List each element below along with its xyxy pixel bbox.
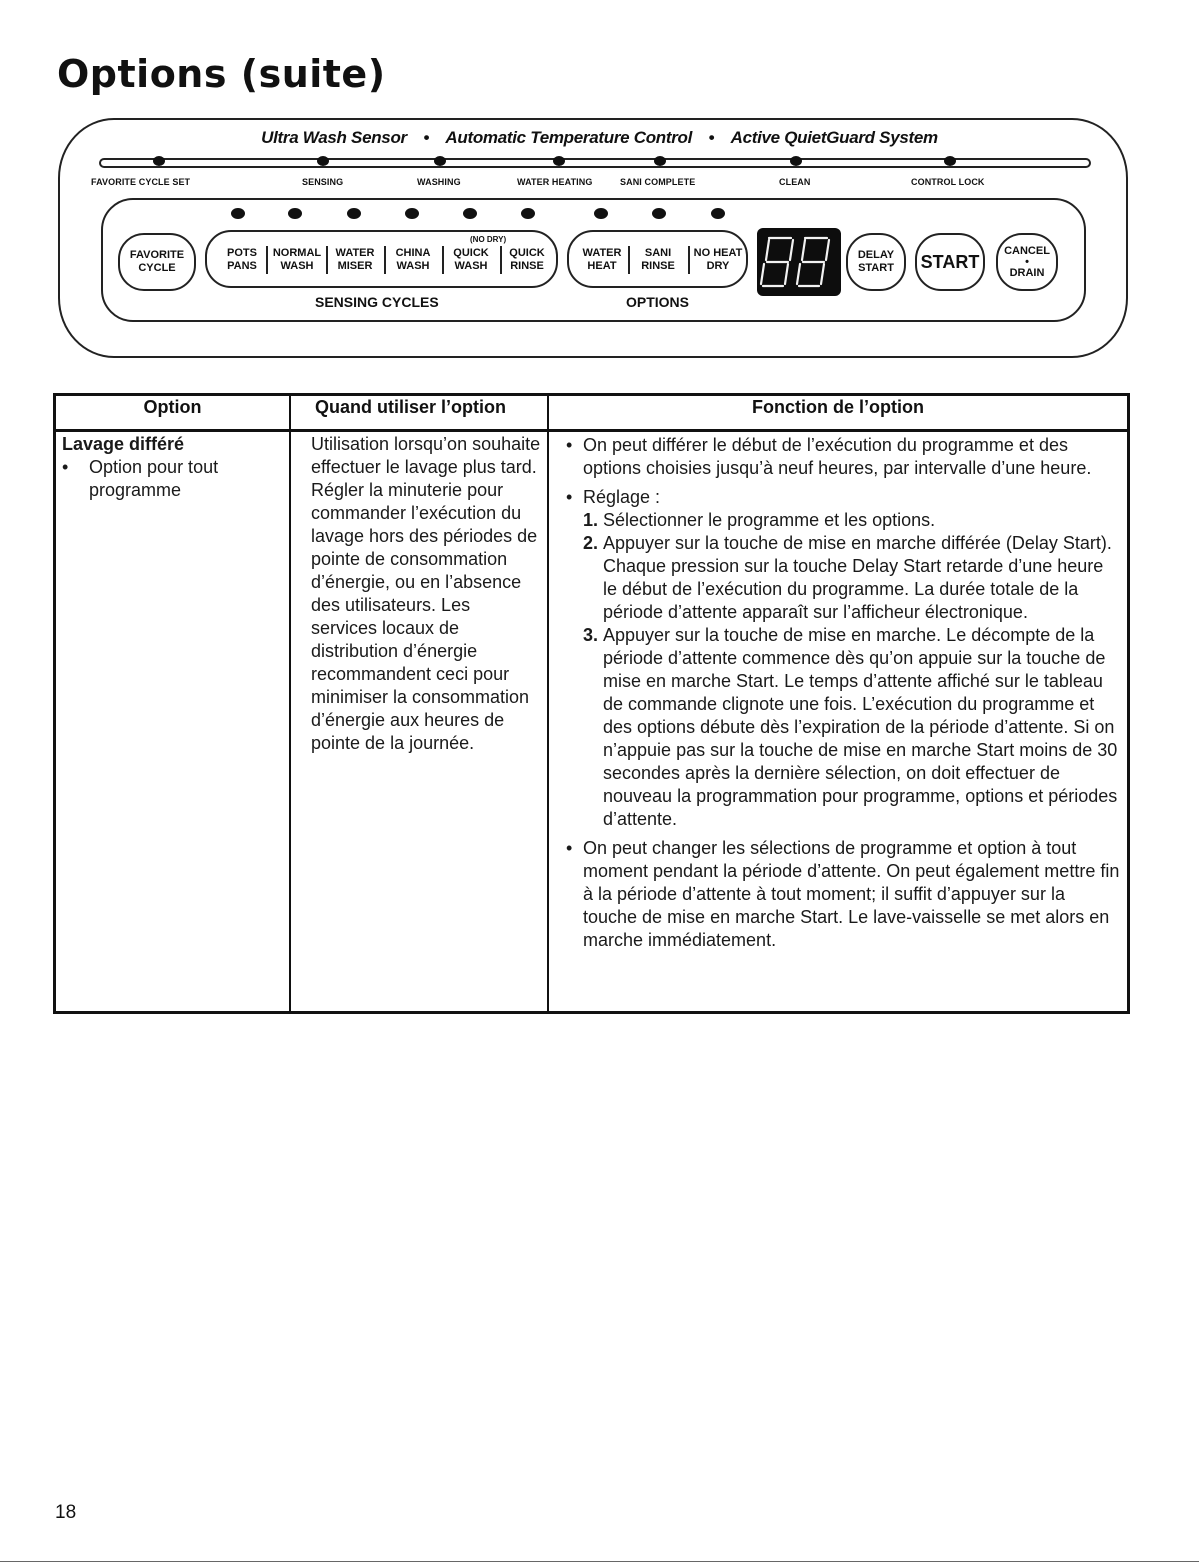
setup-step-1	[583, 509, 1122, 532]
tagline-temperature-control: Automatic Temperature Control	[445, 128, 693, 147]
function-setup	[566, 486, 1122, 509]
step-number: 3.	[583, 625, 599, 645]
setup-step-2	[583, 532, 1122, 624]
page-title: Options (suite)	[57, 52, 386, 96]
step-text: Appuyer sur la touche de mise en marche. Le décompte de la période d’attente commence dès qu’on appuie sur la touche de mise en marche Start. Le temps d’attente affiché sur le tableau de commande clignote une fois. L’exécution du programme et des options débute dès l’expiration de la période d’attente. Si on n’appuie pas sur la touche de mise en marche Start moins de 30 secondes après la dernière sélection, on doit effectuer de nouveau la programmation pour programme, options et périodes d’attente.	[603, 625, 1118, 829]
function-closing-text: On peut changer les sélections de programme et option à tout moment pendant la période d’attente. On peut également mettre fin à la période d’attente à tout moment; il suffit d’appuyer sur la touche de mise en marche Start. Le lave-vaisselle se met alors en marche immédiatement.	[583, 838, 1120, 950]
cycle-label-line1: CHINA	[395, 247, 431, 259]
cycle-label-line2: WASH	[396, 260, 430, 272]
option-label-line2: RINSE	[641, 260, 675, 272]
function-cell	[566, 434, 1122, 952]
when-paragraph-1: Utilisation lorsqu’on souhaite effectuer le lavage plus tard.	[311, 434, 541, 477]
option-no-heat-dry	[690, 247, 746, 273]
cancel-label-dot: •	[1025, 255, 1029, 268]
cycle-label-line2: WASH	[454, 260, 488, 272]
cycle-label-line2: PANS	[227, 260, 257, 272]
status-label-sensing: SENSING	[302, 177, 344, 187]
indicator-light	[463, 208, 477, 219]
indicator-light	[521, 208, 535, 219]
tagline-separator: •	[708, 128, 715, 147]
setup-steps	[583, 509, 1122, 831]
status-light-track	[99, 158, 1091, 168]
options-label: OPTIONS	[626, 294, 690, 310]
cycle-label-line1: QUICK	[453, 247, 489, 259]
cycle-label-line2: RINSE	[510, 260, 544, 272]
function-intro-text: On peut différer le début de l’exécution du programme et des options choisies jusqu’à neuf heures, par intervalle d’une heure.	[583, 435, 1092, 478]
bottom-rule	[0, 1561, 1199, 1562]
when-paragraph-2: Régler la minuterie pour commander l’exécution du lavage hors des périodes de pointe de consommation d’énergie, ou en l’absence des utilisateurs. Les services locaux de distribution d’énergie recommandent ceci pour minimiser la consommation d’énergie aux heures de pointe de la journée.	[311, 480, 538, 753]
status-label-washing: WASHING	[417, 177, 461, 187]
column-divider	[289, 393, 291, 1014]
favorite-label-line1: FAVORITE	[129, 249, 185, 261]
digital-display	[757, 228, 841, 296]
delay-start-button	[846, 233, 906, 291]
setup-step-3	[583, 624, 1122, 831]
indicator-light	[288, 208, 302, 219]
step-number: 1.	[583, 510, 599, 530]
panel-tagline	[0, 128, 1199, 148]
sensing-cycles-label: SENSING CYCLES	[315, 294, 439, 310]
status-light-sani-complete	[654, 156, 666, 166]
header-function: Fonction de l’option	[752, 397, 924, 417]
cycle-label-line1: QUICK	[509, 247, 545, 259]
function-intro	[566, 434, 1122, 480]
option-name: Lavage différé	[62, 434, 185, 454]
when-cell	[311, 433, 541, 755]
header-option: Option	[143, 397, 202, 417]
status-light-washing	[434, 156, 446, 166]
status-label-clean: CLEAN	[779, 177, 811, 187]
cycle-quick-rinse	[502, 247, 552, 273]
cycle-label-line2: MISER	[337, 260, 373, 272]
cycle-water-miser	[328, 247, 382, 273]
status-label-water-heating: WATER HEATING	[517, 177, 593, 187]
delay-label-line2: START	[858, 262, 894, 274]
indicator-light	[711, 208, 725, 219]
option-cell	[62, 433, 282, 502]
step-text: Appuyer sur la touche de mise en marche différée (Delay Start). Chaque pression sur la touche Delay Start retarde d’une heure le début de l’exécution du programme. La durée totale de la période d’attente apparaît sur l’afficheur électronique.	[603, 533, 1112, 622]
setup-label: Réglage :	[583, 487, 661, 507]
tagline-quietguard: Active QuietGuard System	[730, 128, 938, 147]
indicator-light	[231, 208, 245, 219]
segment-digits-icon	[757, 228, 841, 296]
cycle-china-wash	[386, 247, 440, 273]
delay-label-line1: DELAY	[857, 249, 895, 261]
status-light-favorite	[153, 156, 165, 166]
favorite-cycle-button	[118, 233, 196, 291]
cancel-drain-button	[996, 233, 1058, 291]
option-water-heat	[578, 247, 626, 273]
indicator-light	[347, 208, 361, 219]
tagline-separator: •	[423, 128, 429, 147]
option-label-line1: WATER	[582, 247, 622, 259]
cycle-pots-pans	[222, 247, 262, 273]
status-light-sensing	[317, 156, 329, 166]
status-label-favorite: FAVORITE CYCLE SET	[91, 177, 191, 187]
favorite-label-line2: CYCLE	[138, 262, 176, 274]
option-scope	[62, 456, 282, 502]
status-light-water-heating	[553, 156, 565, 166]
option-scope-text: Option pour tout programme	[89, 457, 219, 500]
indicator-light	[594, 208, 608, 219]
tagline-ultra-wash: Ultra Wash Sensor	[261, 128, 407, 147]
status-label-control-lock: CONTROL LOCK	[911, 177, 985, 187]
indicator-light	[405, 208, 419, 219]
option-sani-rinse	[630, 247, 686, 273]
start-button: START	[915, 233, 985, 291]
header-when: Quand utiliser l’option	[315, 397, 506, 417]
option-label-line1: SANI	[644, 247, 672, 259]
cancel-label-line2: DRAIN	[1009, 266, 1045, 279]
no-dry-note: (NO DRY)	[470, 235, 507, 244]
indicator-light	[652, 208, 666, 219]
status-light-clean	[790, 156, 802, 166]
option-label-line1: NO HEAT	[693, 247, 743, 259]
option-label-line2: HEAT	[587, 260, 617, 272]
page-number: 18	[55, 1502, 77, 1523]
cycle-label-line1: NORMAL	[272, 247, 322, 259]
status-light-control-lock	[944, 156, 956, 166]
step-number: 2.	[583, 533, 599, 553]
header-divider	[53, 429, 1130, 432]
status-label-sani-complete: SANI COMPLETE	[620, 177, 696, 187]
step-text: Sélectionner le programme et les options.	[603, 510, 936, 530]
cycle-quick-wash	[444, 247, 498, 273]
cycle-normal-wash	[268, 247, 326, 273]
cancel-label-line1: CANCEL	[1004, 244, 1050, 257]
function-closing	[566, 837, 1122, 952]
option-label-line2: DRY	[706, 260, 730, 272]
cycle-label-line1: POTS	[227, 247, 257, 259]
column-divider	[547, 393, 549, 1014]
cycle-label-line2: WASH	[280, 260, 314, 272]
cycle-label-line1: WATER	[335, 247, 375, 259]
